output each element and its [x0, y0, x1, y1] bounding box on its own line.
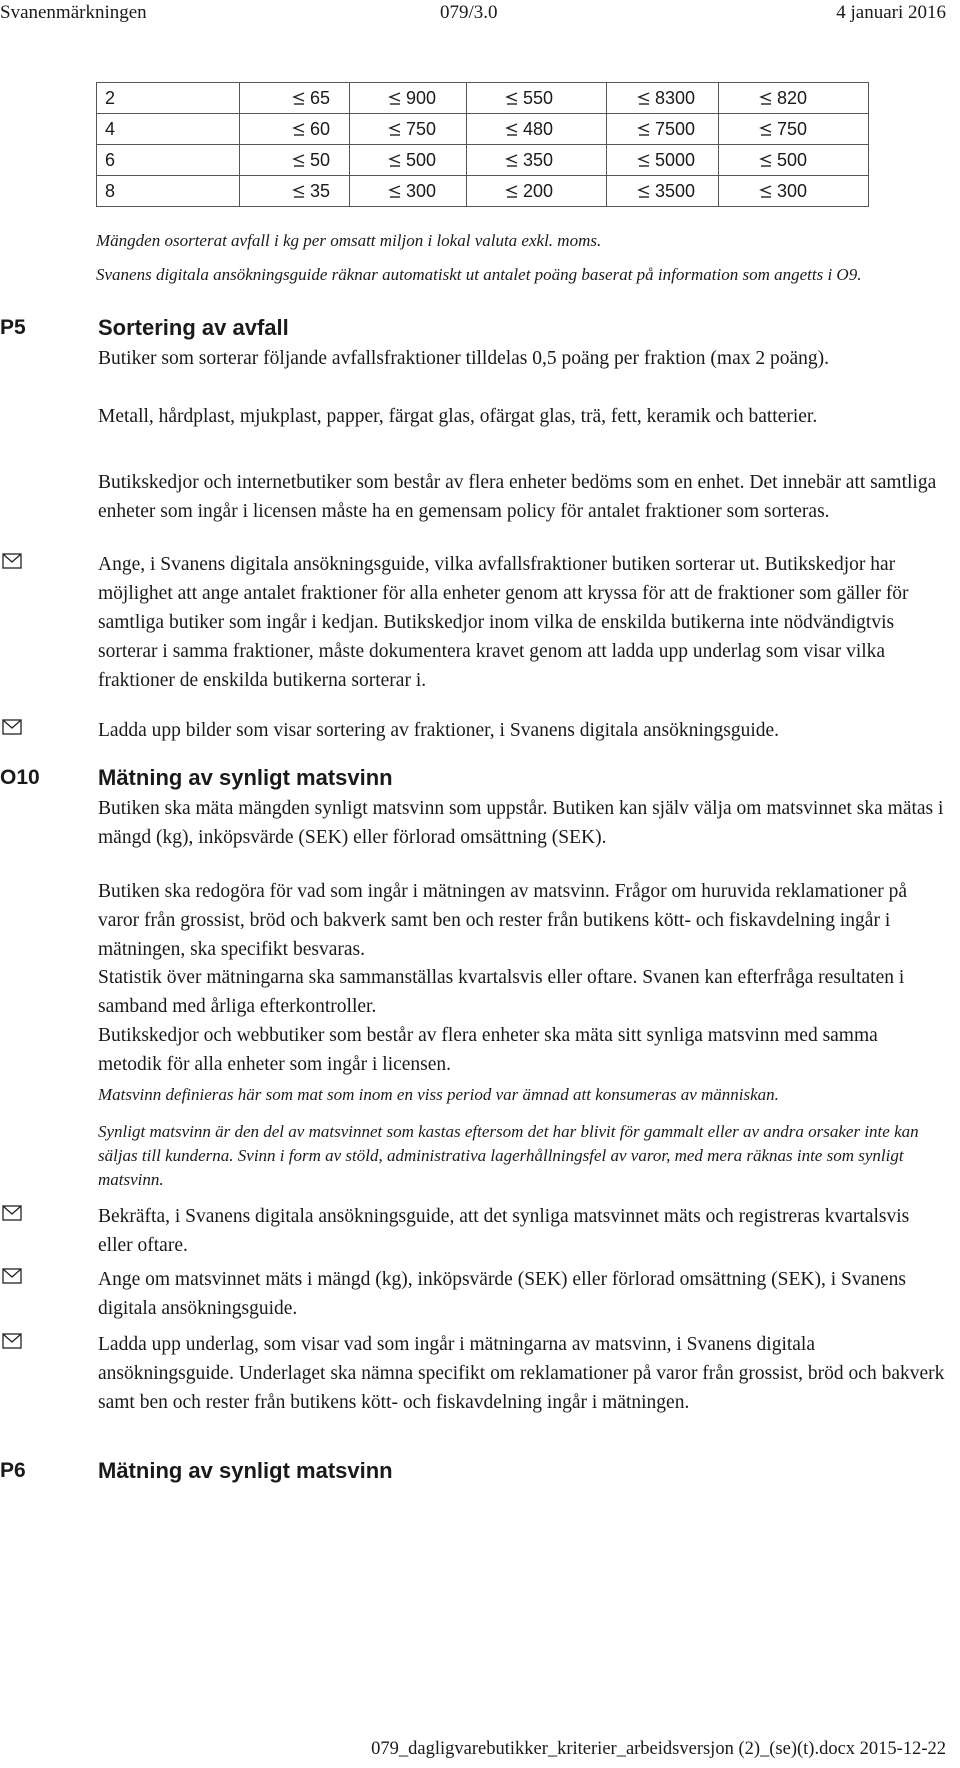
- table-cell: [97, 176, 240, 207]
- table-cell-value: 750: [777, 118, 808, 139]
- less-than-or-equal-icon: [388, 181, 402, 202]
- envelope-icon: [2, 719, 22, 740]
- table-cell: [97, 145, 240, 176]
- table-cell-value: 350: [523, 149, 554, 170]
- o10-paragraph-2: Butiken ska redogöra för vad som ingår i mätningen av matsvinn. Frågor om huruvida reklamationer på varor från grossist, bröd och bakverk samt ben och rester från butikens kött- och fiskavdelning ingår i mätningen, ska specifikt besvaras.: [98, 881, 908, 960]
- criterion-title-p5: Sortering av avfall: [98, 315, 289, 340]
- p5-paragraph-2: Metall, hårdplast, mjukplast, papper, färgat glas, ofärgat glas, trä, fett, keramik och batterier.: [98, 406, 818, 427]
- o10-definition-1: Matsvinn definieras här som mat som inom en viss period var ämnad att konsumeras av människan.: [98, 1085, 779, 1104]
- envelope-icon: [2, 1205, 22, 1226]
- table-cell-value: 900: [406, 87, 437, 108]
- table-cell-value: 820: [777, 87, 808, 108]
- table-note-unit: Mängden osorterat avfall i kg per omsatt miljon i lokal valuta exkl. moms.: [96, 231, 602, 250]
- less-than-or-equal-icon: [388, 119, 402, 140]
- table-cell-value: 35: [310, 180, 331, 201]
- table-cell-value: 50: [310, 149, 331, 170]
- table-row: [97, 176, 869, 207]
- less-than-or-equal-icon: [292, 150, 306, 171]
- header-document-number: 079/3.0: [440, 2, 498, 23]
- table-cell-value: 750: [406, 118, 437, 139]
- less-than-or-equal-icon: [759, 119, 773, 140]
- o10-requirement-3: Ladda upp underlag, som visar vad som ingår i mätningarna av matsvinn, i Svanens digitala ansökningsguide. Underlaget ska nämna specifikt om reklamationer på varor från grossist, bröd och bakverk samt ben och rester från butikens kött- och fiskavdelning ingår i mätningen.: [98, 1334, 945, 1413]
- table-cell: [607, 176, 719, 207]
- o10-paragraph-3: Statistik över mätningarna ska sammanställas kvartalsvis eller oftare. Svanen kan efterfråga resultaten i samband med årliga efterkontroller.: [98, 967, 905, 1017]
- table-cell: [240, 83, 350, 114]
- table-cell: [719, 114, 869, 145]
- table-cell-value: 500: [406, 149, 437, 170]
- table-cell: [240, 145, 350, 176]
- points-table: [96, 82, 869, 207]
- criterion-code-p5: P5: [0, 316, 26, 339]
- table-cell: [719, 83, 869, 114]
- table-cell-value: 8300: [655, 87, 696, 108]
- table-cell: [719, 145, 869, 176]
- criterion-title-o10: Mätning av synligt matsvinn: [98, 765, 393, 790]
- table-cell: [97, 114, 240, 145]
- table-note-guide: Svanens digitala ansökningsguide räknar automatiskt ut antalet poäng baserat på information som angetts i O9.: [96, 265, 862, 284]
- table-row: [97, 145, 869, 176]
- o10-requirement-2: Ange om matsvinnet mäts i mängd (kg), inköpsvärde (SEK) eller förlorad omsättning (SEK), i Svanens digitala ansökningsguide.: [98, 1269, 907, 1319]
- less-than-or-equal-icon: [637, 88, 651, 109]
- p5-paragraph-3: Butikskedjor och internetbutiker som består av flera enheter bedöms som en enhet. Det innebär att samtliga enheter som ingår i licensen måste ha en gemensam policy för antalet fraktioner som sorteras.: [98, 472, 937, 522]
- table-cell: [350, 145, 467, 176]
- table-cell-value: 60: [310, 118, 331, 139]
- table-cell: [350, 176, 467, 207]
- p5-requirement-1: Ange, i Svanens digitala ansökningsguide, vilka avfallsfraktioner butiken sorterar ut. Butikskedjor har möjlighet att ange antalet fraktioner för alla enheter genom att kryssa för att de fraktioner som gäller för samtliga butiker som ingår i kedjan. Butikskedjor inom vilka de enskilda butikerna inte nödvändigtvis sorterar i samma fraktioner, måste dokumentera kravet genom att ladda upp underlag som visar vilka fraktioner de enskilda butikerna sorterar i.: [98, 554, 909, 691]
- table-cell-value: 500: [777, 149, 808, 170]
- envelope-icon: [2, 1268, 22, 1289]
- less-than-or-equal-icon: [759, 181, 773, 202]
- table-cell-value: 5000: [655, 149, 696, 170]
- less-than-or-equal-icon: [292, 119, 306, 140]
- p5-requirement-2: Ladda upp bilder som visar sortering av fraktioner, i Svanens digitala ansökningsguide.: [98, 720, 780, 741]
- table-cell-value: 300: [406, 180, 437, 201]
- table-cell: [607, 145, 719, 176]
- envelope-icon: [2, 1333, 22, 1354]
- less-than-or-equal-icon: [505, 181, 519, 202]
- table-cell: [97, 83, 240, 114]
- less-than-or-equal-icon: [292, 181, 306, 202]
- o10-definition-2: Synligt matsvinn är den del av matsvinnet som kastas eftersom det har blivit för gammalt eller av andra orsaker inte kan säljas till kunderna. Svinn i form av stöld, administrativa lagerhållningsfel av varor, med mera räknas inte som synligt matsvinn.: [98, 1122, 919, 1189]
- header-date: 4 januari 2016: [836, 2, 946, 23]
- less-than-or-equal-icon: [637, 150, 651, 171]
- less-than-or-equal-icon: [505, 119, 519, 140]
- o10-requirement-1: Bekräfta, i Svanens digitala ansökningsguide, att det synliga matsvinnet mäts och registreras kvartalsvis eller oftare.: [98, 1206, 910, 1256]
- less-than-or-equal-icon: [388, 150, 402, 171]
- header-organization: Svanenmärkningen: [0, 2, 147, 23]
- table-cell-value: 2: [105, 87, 116, 108]
- less-than-or-equal-icon: [637, 181, 651, 202]
- less-than-or-equal-icon: [505, 88, 519, 109]
- page-header: [0, 0, 946, 28]
- table-cell: [719, 176, 869, 207]
- table-cell-value: 7500: [655, 118, 696, 139]
- table-cell: [350, 83, 467, 114]
- o10-paragraph-1: Butiken ska mäta mängden synligt matsvinn som uppstår. Butiken kan själv välja om matsvinnet ska mätas i mängd (kg), inköpsvärde (SEK) eller förlorad omsättning (SEK).: [98, 798, 944, 848]
- table-cell: [607, 114, 719, 145]
- criterion-title-p6: Mätning av synligt matsvinn: [98, 1458, 393, 1483]
- page-footer: 079_dagligvarebutikker_kriterier_arbeidsversjon (2)_(se)(t).docx 2015-12-22: [371, 1739, 946, 1759]
- table-cell: [467, 83, 607, 114]
- less-than-or-equal-icon: [759, 88, 773, 109]
- table-cell-value: 6: [105, 149, 116, 170]
- table-cell-value: 65: [310, 87, 331, 108]
- table-cell: [467, 114, 607, 145]
- table-cell: [467, 145, 607, 176]
- o10-paragraph-4: Butikskedjor och webbutiker som består av flera enheter ska mäta sitt synliga matsvinn med samma metodik för alla enheter som ingår i licensen.: [98, 1025, 878, 1075]
- envelope-icon: [2, 553, 22, 574]
- table-cell: [240, 176, 350, 207]
- table-row: [97, 83, 869, 114]
- table-cell-value: 480: [523, 118, 554, 139]
- less-than-or-equal-icon: [505, 150, 519, 171]
- table-cell-value: 8: [105, 180, 116, 201]
- table-cell-value: 200: [523, 180, 554, 201]
- table-row: [97, 114, 869, 145]
- table-cell-value: 300: [777, 180, 808, 201]
- table-cell-value: 3500: [655, 180, 696, 201]
- table-cell: [607, 83, 719, 114]
- less-than-or-equal-icon: [388, 88, 402, 109]
- criterion-code-o10: O10: [0, 766, 40, 789]
- less-than-or-equal-icon: [637, 119, 651, 140]
- table-cell: [350, 114, 467, 145]
- table-cell: [467, 176, 607, 207]
- less-than-or-equal-icon: [759, 150, 773, 171]
- less-than-or-equal-icon: [292, 88, 306, 109]
- table-cell-value: 550: [523, 87, 554, 108]
- criterion-code-p6: P6: [0, 1459, 26, 1482]
- p5-paragraph-1: Butiker som sorterar följande avfallsfraktioner tilldelas 0,5 poäng per fraktion (max 2 poäng).: [98, 348, 830, 369]
- table-cell-value: 4: [105, 118, 116, 139]
- table-cell: [240, 114, 350, 145]
